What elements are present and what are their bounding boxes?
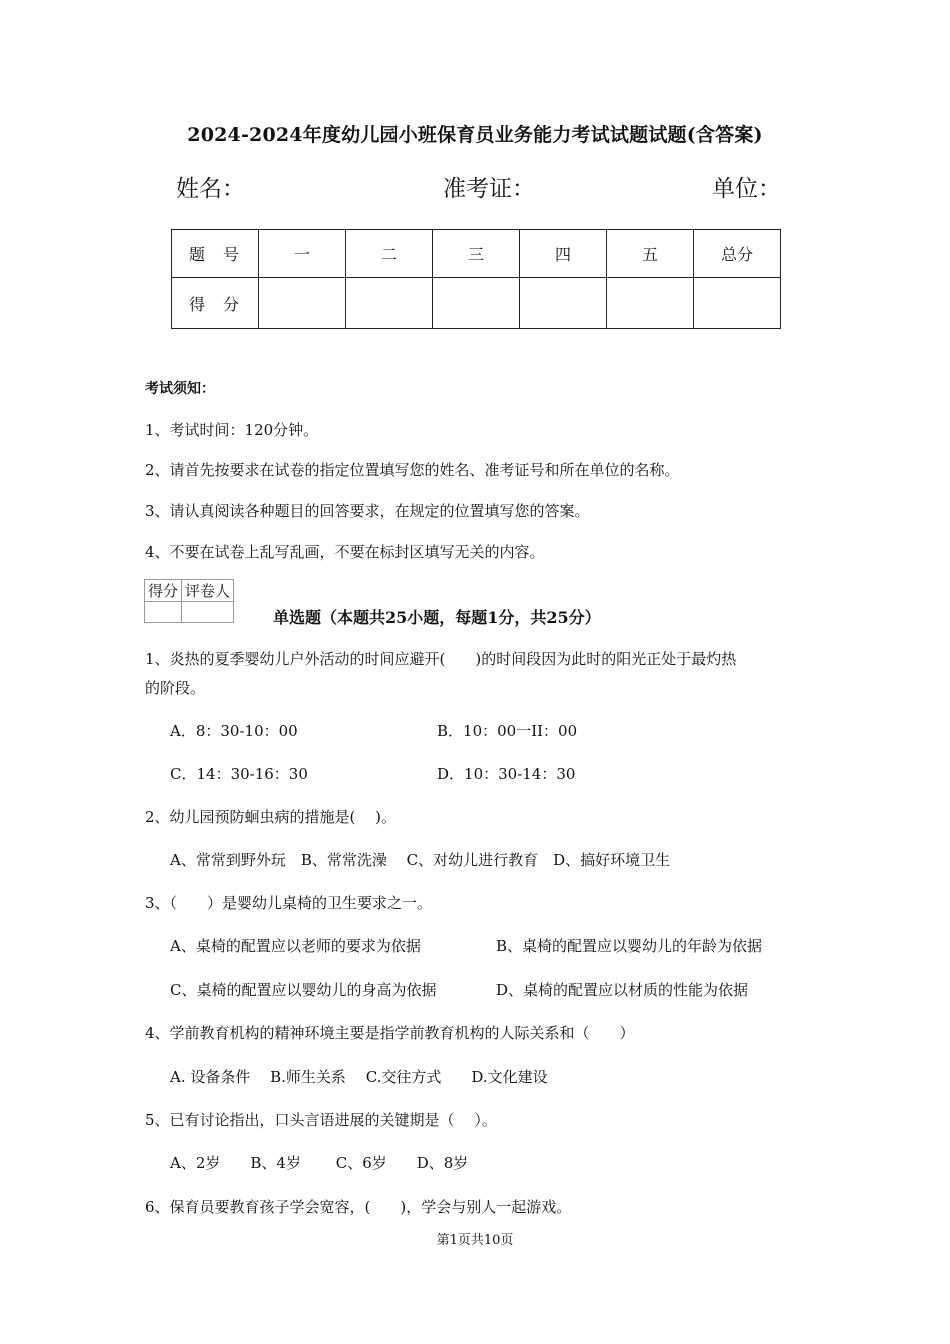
page-footer: 第1页共10页 xyxy=(436,1233,514,1248)
score-cell xyxy=(607,278,694,329)
question-5-text: 5、已有讨论指出，口头言语进展的关键期是（ ）。 xyxy=(145,1111,497,1129)
column-header: 二 xyxy=(346,230,433,278)
column-header: 五 xyxy=(607,230,694,278)
question-1-option-b: B．10：00一II：00 xyxy=(437,722,578,740)
exam-id-field-label: 准考证： xyxy=(443,176,535,202)
unit-field-label: 单位： xyxy=(712,176,781,202)
exam-title: 2024-2024年度幼儿园小班保育员业务能力考试试题试题(含答案) xyxy=(187,124,763,146)
question-4-text: 4、学前教育机构的精神环境主要是指学前教育机构的人际关系和（ ） xyxy=(145,1024,635,1042)
score-cell xyxy=(520,278,607,329)
question-6-text: 6、保育员要教育孩子学会宽容，( )，学会与别人一起游戏。 xyxy=(145,1198,572,1216)
column-header: 一 xyxy=(259,230,346,278)
question-1-text-cont: 的阶段。 xyxy=(145,679,206,697)
notice-item: 4、不要在试卷上乱写乱画，不要在标封区填写无关的内容。 xyxy=(145,543,545,561)
score-table xyxy=(171,229,781,329)
notice-item: 2、请首先按要求在试卷的指定位置填写您的姓名、准考证号和所在单位的名称。 xyxy=(145,461,680,479)
question-1-text: 1、炎热的夏季婴幼儿户外活动的时间应避开( )的时间段因为此时的阳光正处于最灼热 xyxy=(145,650,737,668)
grader-name-label: 评卷人 xyxy=(182,580,234,602)
section-title: 单选题（本题共25小题，每题1分，共25分） xyxy=(273,608,601,627)
score-table-header-row xyxy=(172,230,781,278)
score-cell xyxy=(346,278,433,329)
score-cell xyxy=(694,278,781,329)
question-2-text: 2、幼儿园预防蛔虫病的措施是( )。 xyxy=(145,808,397,826)
grader-score-label: 得分 xyxy=(145,580,182,602)
score-cell xyxy=(259,278,346,329)
question-3-option-a: A、桌椅的配置应以老师的要求为依据 xyxy=(170,937,421,955)
notice-heading: 考试须知： xyxy=(145,381,215,397)
question-4-options: A. 设备条件 B.师生关系 C.交往方式 D.文化建设 xyxy=(170,1068,548,1086)
column-header: 三 xyxy=(433,230,520,278)
name-field-label: 姓名： xyxy=(176,176,245,202)
question-2-options: A、常常到野外玩 B、常常洗澡 C、对幼儿进行教育 D、搞好环境卫生 xyxy=(170,851,671,869)
question-3-text: 3、（ ）是婴幼儿桌椅的卫生要求之一。 xyxy=(145,894,433,912)
notice-item: 1、考试时间：120分钟。 xyxy=(145,421,319,439)
question-3-option-c: C、桌椅的配置应以婴幼儿的身高为依据 xyxy=(170,981,437,999)
score-cell xyxy=(433,278,520,329)
question-3-option-d: D、桌椅的配置应以材质的性能为依据 xyxy=(496,981,749,999)
notice-item: 3、请认真阅读各种题目的回答要求，在规定的位置填写您的答案。 xyxy=(145,502,590,520)
question-number-label: 题号 xyxy=(172,230,259,278)
score-table-score-row xyxy=(172,278,781,329)
question-3-option-b: B、桌椅的配置应以婴幼儿的年龄为依据 xyxy=(496,937,763,955)
grader-score-cell xyxy=(145,602,182,623)
column-header: 总分 xyxy=(694,230,781,278)
question-1-option-c: C．14：30-16：30 xyxy=(170,765,308,783)
grader-name-cell xyxy=(182,602,234,623)
question-1-option-d: D．10：30-14：30 xyxy=(437,765,576,783)
score-label: 得分 xyxy=(172,278,259,329)
question-5-options: A、2岁 B、4岁 C、6岁 D、8岁 xyxy=(170,1154,469,1172)
column-header: 四 xyxy=(520,230,607,278)
question-1-option-a: A．8：30-10：00 xyxy=(170,722,298,740)
grader-box xyxy=(144,579,234,623)
